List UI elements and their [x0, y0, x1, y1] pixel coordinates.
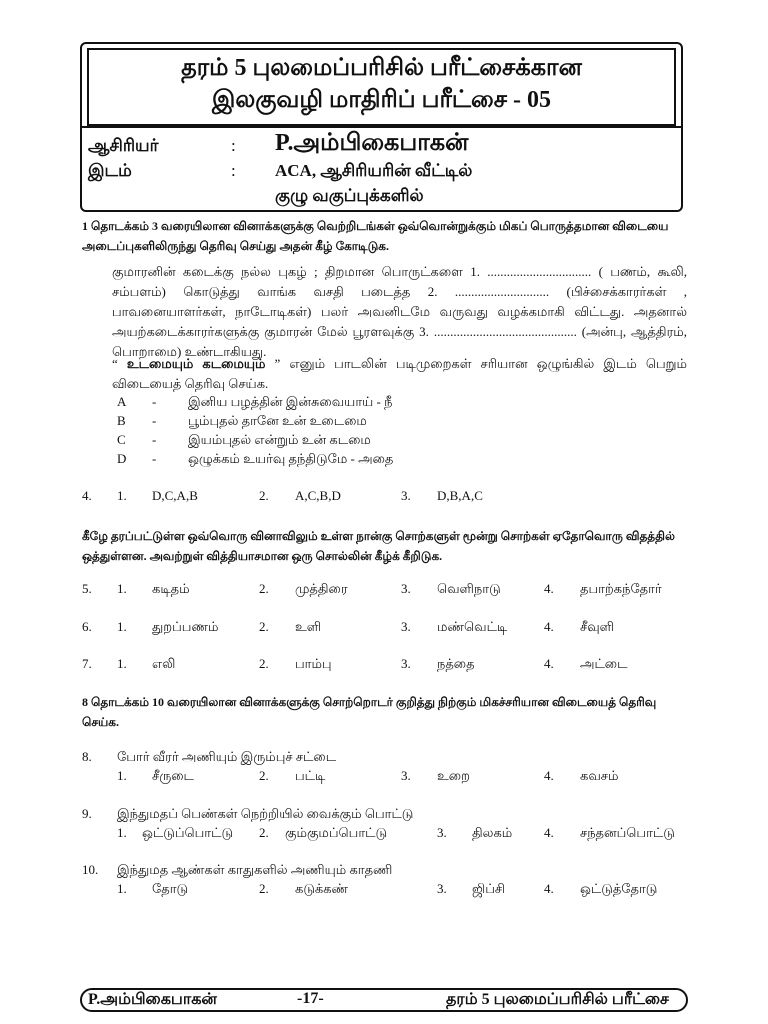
- question-stem: இந்துமத ஆண்கள் காதுகளில் அணியும் காதணி: [117, 862, 393, 877]
- exam-title-line2: இலகுவழி மாதிரிப் பரீட்சை - 05: [211, 87, 552, 113]
- answer-option[interactable]: சந்தனப்பொட்டு: [580, 825, 675, 840]
- option-number: 2.: [259, 581, 269, 596]
- option-number: 3.: [401, 581, 411, 596]
- answer-option[interactable]: திலகம்: [472, 825, 513, 840]
- option-number: 1.: [117, 881, 127, 896]
- teacher-label: ஆசிரியர்: [88, 136, 159, 155]
- answer-option[interactable]: முத்திரை: [295, 581, 348, 596]
- question-number: 5.: [82, 581, 92, 596]
- question-number: 7.: [82, 656, 92, 671]
- option-number: 2.: [259, 619, 269, 634]
- fill-in-passage: குமாரனின் கடைக்கு நல்ல புகழ் ; திறமான பொருட்களை 1. ................................ ( பணம், கூலி, சம்பளம்) கொடுத்து வாங்க வசதி படைத்த 2. ............................. (பிச்சைக்காரர்கள் , பாவனையாளர்கள், நாடோடிகள்) பலர் அவனிடமே வருவது வழக்கமாகி விட்டது. அதனால் அயற்கடைக்காரர்களுக்கு குமாரன் மேல் பூரளவுக்கு 3. ............................................ (அன்பு, ஆத்திரம், பொறாமை) உண்டாகியது.: [112, 264, 687, 359]
- answer-option[interactable]: உளி: [295, 619, 322, 634]
- answer-option[interactable]: தோடு: [152, 881, 189, 896]
- answer-option[interactable]: பாம்பு: [295, 656, 332, 671]
- option-number: 2.: [259, 656, 269, 671]
- question-number: 10.: [82, 862, 99, 877]
- exam-title-line1: தரம் 5 புலமைப்பரிசில் பரீட்சைக்கான: [181, 55, 582, 81]
- answer-option[interactable]: A,C,B,D: [295, 488, 341, 503]
- option-number: 1.: [117, 488, 127, 503]
- option-number: 2.: [259, 881, 269, 896]
- option-number: 3.: [401, 488, 411, 503]
- option-number: 1.: [117, 825, 127, 840]
- place-value-line2: குழு வகுப்புக்களில்: [275, 186, 424, 205]
- page-number: -17-: [297, 990, 324, 1007]
- answer-option[interactable]: பட்டி: [295, 768, 326, 783]
- answer-option[interactable]: அட்டை: [580, 656, 628, 671]
- option-number: 2.: [259, 488, 269, 503]
- answer-option[interactable]: சீருடை: [152, 768, 194, 783]
- answer-option[interactable]: துறப்பணம்: [152, 619, 219, 634]
- question-number: 8.: [82, 749, 92, 764]
- q4-quote-open: “: [112, 356, 118, 371]
- q4-line-letter: C: [117, 432, 126, 447]
- option-number: 3.: [401, 768, 411, 783]
- answer-option[interactable]: ஒட்டுப்பொட்டு: [142, 825, 234, 840]
- answer-option[interactable]: நத்தை: [437, 656, 475, 671]
- answer-option[interactable]: எலி: [152, 656, 176, 671]
- q4-line-dash: -: [152, 432, 157, 447]
- answer-option[interactable]: ஜிப்சி: [472, 881, 506, 896]
- answer-option[interactable]: கவசம்: [580, 768, 619, 783]
- option-number: 3.: [437, 881, 447, 896]
- q4-line-dash: -: [152, 451, 157, 466]
- option-number: 4.: [544, 619, 554, 634]
- answer-option[interactable]: சீவுளி: [580, 619, 615, 634]
- question-stem: இந்துமதப் பெண்கள் நெற்றியில் வைக்கும் பொட்டு: [117, 806, 414, 821]
- option-number: 3.: [401, 656, 411, 671]
- answer-option[interactable]: கும்குமப்பொட்டு: [285, 825, 388, 840]
- option-number: 1.: [117, 619, 127, 634]
- option-number: 2.: [259, 825, 269, 840]
- q4-line-text: பூம்புதல் தானே உன் உடைமை: [188, 413, 367, 428]
- answer-option[interactable]: தபாற்கந்தோர்: [580, 581, 662, 596]
- option-number: 3.: [437, 825, 447, 840]
- option-number: 4.: [544, 881, 554, 896]
- answer-option[interactable]: D,C,A,B: [152, 488, 198, 503]
- option-number: 1.: [117, 581, 127, 596]
- q4-line-letter: D: [117, 451, 127, 466]
- question-stem: போர் வீரர் அணியும் இரும்புச் சட்டை: [117, 749, 337, 764]
- option-number: 2.: [259, 768, 269, 783]
- q4-song-title: உடமையும் கடமையும்: [126, 356, 266, 371]
- q4-line-letter: B: [117, 413, 126, 428]
- q4-stem-text: ” எனும் பாடலின் படிமுறைகள் சரியான ஒழுங்கில் இடம் பெறும் விடையைத் தெரிவு செய்க.: [112, 356, 687, 391]
- option-number: 4.: [544, 825, 554, 840]
- q4-line-dash: -: [152, 413, 157, 428]
- header-divider: [80, 126, 683, 128]
- answer-option[interactable]: கடுக்கண்: [295, 881, 349, 896]
- place-colon: :: [231, 161, 236, 180]
- footer-author: P.அம்பிகைபாகன்: [88, 991, 217, 1008]
- option-number: 4.: [544, 768, 554, 783]
- option-number: 4.: [544, 581, 554, 596]
- answer-option[interactable]: வெளிநாடு: [437, 581, 501, 596]
- answer-option[interactable]: மண்வெட்டி: [437, 619, 508, 634]
- place-value-line1: ACA, ஆசிரியரின் வீட்டில்: [275, 161, 473, 180]
- section2-instruction: கீழே தரப்பட்டுள்ள ஒவ்வொரு வினாவிலும் உள்ள நான்கு சொற்களுள் மூன்று சொற்கள் ஏதோவொரு விதத்தில் ஒத்துள்ளன. அவற்றுள் வித்தியாசமான ஒரு சொல்லின் கீழ்க் கீறிடுக.: [82, 529, 675, 563]
- q4-stem: [112, 354, 687, 394]
- answer-option[interactable]: D,B,A,C: [437, 488, 483, 503]
- question-number: 6.: [82, 619, 92, 634]
- place-label: இடம்: [88, 161, 132, 180]
- option-number: 1.: [117, 768, 127, 783]
- section3-instruction: 8 தொடக்கம் 10 வரையிலான வினாக்களுக்கு சொற்றொடர் குறித்து நிற்கும் மிகச்சரியான விடையைத் தெரிவு செய்க.: [82, 695, 657, 729]
- option-number: 4.: [544, 656, 554, 671]
- question-number: 4.: [82, 488, 92, 503]
- option-number: 1.: [117, 656, 127, 671]
- answer-option[interactable]: உறை: [437, 768, 470, 783]
- q4-line-text: ஒழுக்கம் உயர்வு தந்திடுமே - அதை: [188, 451, 394, 466]
- q4-line-text: இயம்புதல் என்றும் உன் கடமை: [188, 432, 371, 447]
- teacher-name: P.அம்பிகைபாகன்: [275, 130, 469, 156]
- section1-instruction: 1 தொடக்கம் 3 வரையிலான வினாக்களுக்கு வெற்றிடங்கள் ஒவ்வொன்றுக்கும் மிகப் பொருத்தமான விடையை அடைப்புகளிலிருந்து தெரிவு செய்து அதன் கீழ் கோடிடுக.: [82, 219, 669, 253]
- q4-line-text: இனிய பழத்தின் இன்சுவையாய் - நீ: [188, 394, 393, 409]
- question-number: 9.: [82, 806, 92, 821]
- option-number: 3.: [401, 619, 411, 634]
- teacher-colon: :: [231, 136, 236, 155]
- q4-line-letter: A: [117, 394, 127, 409]
- answer-option[interactable]: ஒட்டுத்தோடு: [580, 881, 658, 896]
- footer-exam-name: தரம் 5 புலமைப்பரிசில் பரீட்சை: [446, 991, 669, 1008]
- q4-line-dash: -: [152, 394, 157, 409]
- answer-option[interactable]: கடிதம்: [152, 581, 190, 596]
